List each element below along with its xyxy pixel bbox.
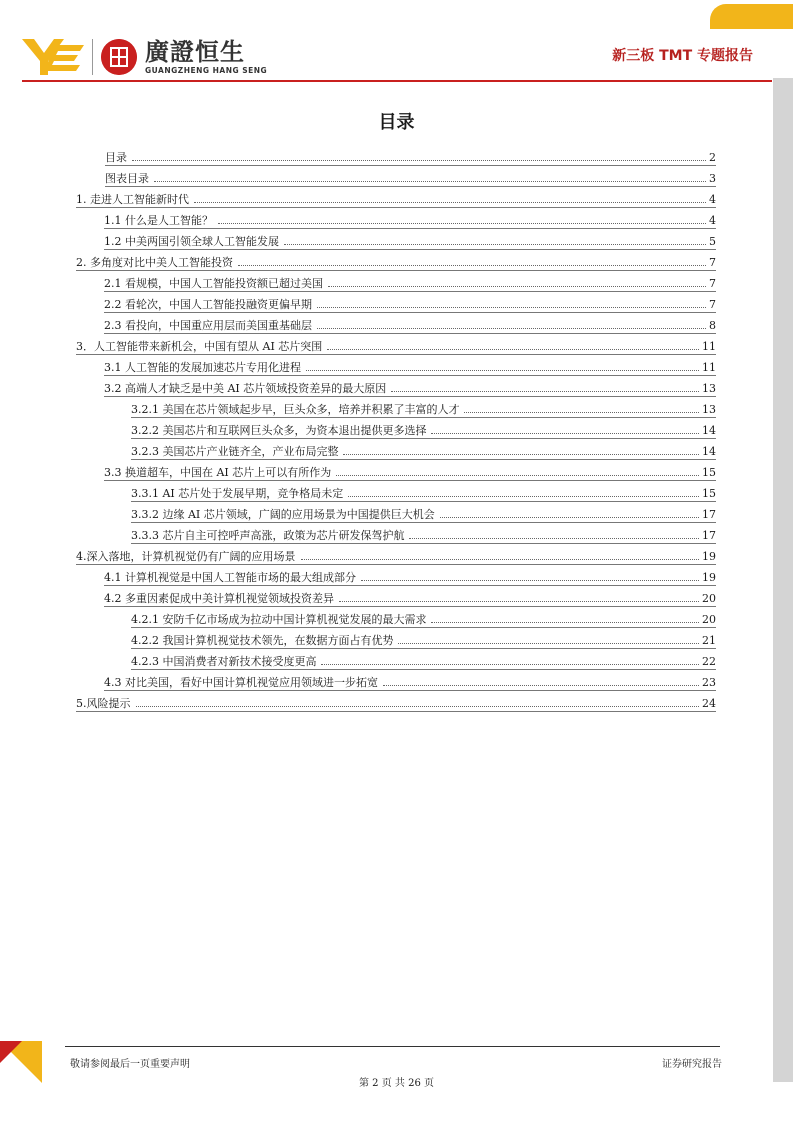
toc-entry[interactable] [104, 670, 716, 691]
ye-logo-icon [22, 39, 84, 75]
toc-entry-page: 21 [702, 634, 716, 647]
toc-leader-dots [336, 475, 699, 476]
toc-leader-dots [343, 454, 699, 455]
toc-entry-page: 22 [702, 655, 716, 668]
toc-leader-dots [317, 328, 706, 329]
toc-entry-label: 2.1 看规模，中国人工智能投资额已超过美国 [104, 277, 323, 290]
company-logo [22, 38, 267, 75]
toc-title: 目录 [378, 112, 415, 133]
toc-entry[interactable] [131, 439, 716, 460]
toc-entry-label: 目录 [105, 151, 127, 164]
toc-entry[interactable] [76, 544, 716, 565]
toc-entry-page: 11 [702, 361, 716, 374]
toc-leader-dots [409, 538, 699, 539]
toc-entry-page: 8 [709, 319, 716, 332]
toc-entry-page: 5 [709, 235, 716, 248]
report-type-title: 新三板 TMT 专题报告 [612, 48, 753, 64]
toc-leader-dots [348, 496, 699, 497]
toc-entry-page: 15 [702, 466, 716, 479]
toc-entry-page: 24 [702, 697, 716, 710]
toc-entry-page: 11 [702, 340, 716, 353]
toc-entry-label: 1.1 什么是人工智能？ [104, 214, 213, 227]
side-decor-bar [773, 78, 793, 1082]
toc-entry-page: 4 [709, 193, 716, 206]
company-name-en: GUANGZHENG HANG SENG [145, 66, 268, 75]
toc-entry-label: 3.2.3 美国芯片产业链齐全，产业布局完整 [131, 445, 339, 458]
toc-entry-page: 13 [702, 403, 716, 416]
toc-leader-dots [339, 601, 699, 602]
toc-entry[interactable] [131, 397, 716, 418]
toc-entry[interactable] [104, 460, 716, 481]
toc-entry-page: 3 [709, 172, 716, 185]
toc-entry-label: 3.3.3 芯片自主可控呼声高涨，政策为芯片研发保驾护航 [131, 529, 405, 542]
toc-entry-page: 19 [702, 571, 716, 584]
toc-entry[interactable] [105, 166, 716, 187]
toc-leader-dots [464, 412, 699, 413]
footer-disclaimer: 敬请参阅最后一页重要声明 [70, 1059, 190, 1070]
toc-leader-dots [361, 580, 699, 581]
toc-leader-dots [327, 349, 699, 350]
toc-entry-label: 4.3 对比美国，看好中国计算机视觉应用领域进一步拓宽 [104, 676, 378, 689]
toc-leader-dots [440, 517, 699, 518]
toc-entry-page: 14 [702, 445, 716, 458]
toc-entry-label: 图表目录 [105, 172, 149, 185]
toc-entry[interactable] [104, 229, 716, 250]
toc-entry[interactable] [131, 628, 716, 649]
toc-entry-page: 14 [702, 424, 716, 437]
toc-entry-label: 3.2 高端人才缺乏是中美 AI 芯片领域投资差异的最大原因 [104, 382, 387, 395]
toc-entry[interactable] [104, 271, 716, 292]
toc-entry[interactable] [76, 334, 716, 355]
toc-leader-dots [301, 559, 700, 560]
toc-entry-label: 4.2.3 中国消费者对新技术接受度更高 [131, 655, 317, 668]
toc-entry-label: 3.1 人工智能的发展加速芯片专用化进程 [104, 361, 301, 374]
toc-entry-page: 23 [702, 676, 716, 689]
toc-entry-label: 3.2.2 美国芯片和互联网巨头众多，为资本退出提供更多选择 [131, 424, 427, 437]
toc-entry[interactable] [131, 418, 716, 439]
header-divider [22, 80, 772, 82]
toc-leader-dots [154, 181, 706, 182]
toc-entry[interactable] [131, 502, 716, 523]
toc-entry-page: 2 [709, 151, 716, 164]
logo-separator [92, 39, 93, 75]
toc-entry-page: 17 [702, 508, 716, 521]
toc-leader-dots [431, 622, 699, 623]
toc-leader-dots [194, 202, 706, 203]
toc-entry-label: 2.2 看轮次，中国人工智能投融资更偏早期 [104, 298, 312, 311]
toc-leader-dots [284, 244, 706, 245]
toc-entry-page: 7 [709, 277, 716, 290]
toc-entry[interactable] [131, 649, 716, 670]
toc-entry[interactable] [76, 691, 716, 712]
toc-entry-label: 3.3 换道超车，中国在 AI 芯片上可以有所作为 [104, 466, 332, 479]
toc-entry-page: 7 [709, 256, 716, 269]
toc-entry[interactable] [131, 607, 716, 628]
toc-entry-page: 17 [702, 529, 716, 542]
toc-entry[interactable] [104, 208, 716, 229]
toc-entry-label: 3．人工智能带来新机会，中国有望从 AI 芯片突围 [76, 340, 323, 353]
toc-entry-label: 1.2 中美两国引领全球人工智能发展 [104, 235, 279, 248]
toc-entry[interactable] [105, 145, 716, 166]
footer-page-number: 第 2 页 共 26 页 [359, 1078, 434, 1089]
toc-leader-dots [321, 664, 699, 665]
toc-leader-dots [391, 391, 699, 392]
toc-entry-label: 1. 走进人工智能新时代 [76, 193, 189, 206]
toc-entry-page: 7 [709, 298, 716, 311]
toc-entry-label: 4.2.2 我国计算机视觉技术领先，在数据方面占有优势 [131, 634, 394, 647]
toc-entry[interactable] [104, 586, 716, 607]
toc-entry-label: 5.风险提示 [76, 697, 131, 710]
toc-entry[interactable] [104, 292, 716, 313]
toc-entry-label: 3.3.1 AI 芯片处于发展早期，竞争格局未定 [131, 487, 344, 500]
toc-entry-label: 2. 多角度对比中美人工智能投资 [76, 256, 233, 269]
toc-entry-label: 3.2.1 美国在芯片领域起步早，巨头众多，培养并积累了丰富的人才 [131, 403, 460, 416]
toc-leader-dots [328, 286, 706, 287]
footer-doc-type: 证券研究报告 [662, 1059, 722, 1070]
seal-icon [101, 39, 137, 75]
footer-divider [65, 1046, 720, 1047]
toc-entry-page: 20 [702, 613, 716, 626]
header-tab-decor [710, 4, 793, 29]
toc-leader-dots [317, 307, 706, 308]
toc-leader-dots [136, 706, 700, 707]
toc-entry-page: 20 [702, 592, 716, 605]
toc-leader-dots [398, 643, 699, 644]
toc-entry[interactable] [104, 376, 716, 397]
toc-leader-dots [238, 265, 706, 266]
toc-entry[interactable] [131, 523, 716, 544]
toc-entry[interactable] [104, 355, 716, 376]
toc-entry-label: 4.1 计算机视觉是中国人工智能市场的最大组成部分 [104, 571, 356, 584]
toc-leader-dots [306, 370, 699, 371]
toc-entry-page: 15 [702, 487, 716, 500]
toc-entry[interactable] [131, 481, 716, 502]
toc-entry-page: 4 [709, 214, 716, 227]
toc-entry[interactable] [104, 565, 716, 586]
toc-leader-dots [218, 223, 706, 224]
toc-entry-label: 4.2.1 安防千亿市场成为拉动中国计算机视觉发展的最大需求 [131, 613, 427, 626]
toc-leader-dots [132, 160, 706, 161]
toc-leader-dots [431, 433, 699, 434]
toc-entry-label: 3.3.2 边缘 AI 芯片领域，广阔的应用场景为中国提供巨大机会 [131, 508, 435, 521]
toc-entry-label: 4.深入落地，计算机视觉仍有广阔的应用场景 [76, 550, 296, 563]
toc-entry-page: 13 [702, 382, 716, 395]
toc-leader-dots [383, 685, 699, 686]
toc-entry-label: 4.2 多重因素促成中美计算机视觉领域投资差异 [104, 592, 334, 605]
company-name-cn: 廣證恒生 [145, 38, 245, 66]
toc-entry[interactable] [104, 313, 716, 334]
toc-entry-page: 19 [702, 550, 716, 563]
toc-entry[interactable] [76, 187, 716, 208]
toc-entry[interactable] [76, 250, 716, 271]
toc-entry-label: 2.3 看投向，中国重应用层而美国重基础层 [104, 319, 312, 332]
